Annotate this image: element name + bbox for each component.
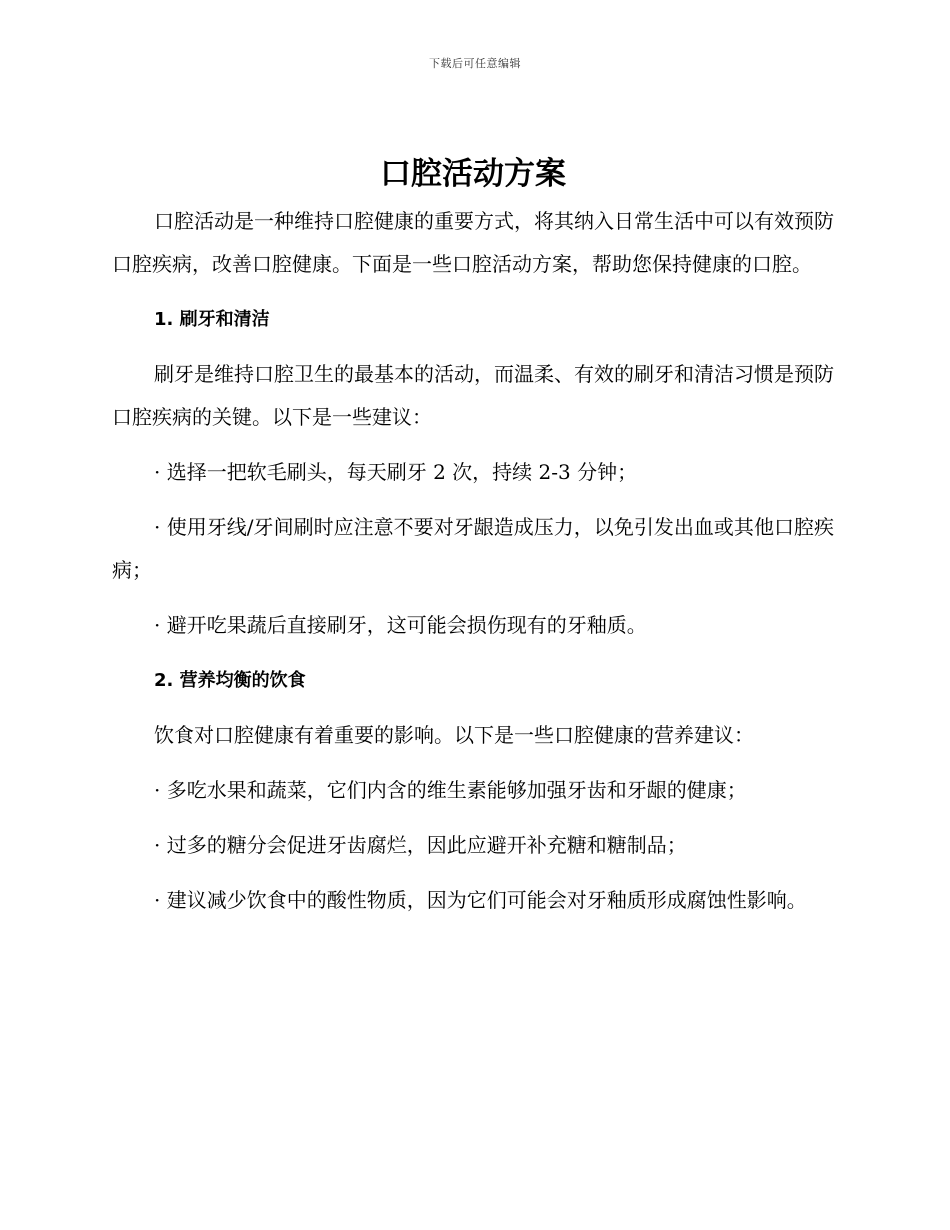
header-note: 下载后可任意编辑 bbox=[429, 57, 521, 70]
document-title: 口腔活动方案 bbox=[380, 156, 566, 192]
section-1-heading: 1. 刷牙和清洁 bbox=[154, 309, 270, 330]
section-2-bullet-2: · 过多的糖分会促进牙齿腐烂，因此应避开补充糖和糖制品； bbox=[154, 833, 687, 857]
document-body bbox=[112, 150, 834, 934]
section-2-paragraph: 饮食对口腔健康有着重要的影响。以下是一些口腔健康的营养建议： bbox=[154, 723, 754, 747]
section-2-bullet-1: · 多吃水果和蔬菜，它们内含的维生素能够加强牙齿和牙龈的健康； bbox=[154, 778, 747, 802]
section-1-bullet-3: · 避开吃果蔬后直接刷牙，这可能会损伤现有的牙釉质。 bbox=[154, 613, 647, 637]
section-2-heading: 2. 营养均衡的饮食 bbox=[154, 670, 306, 691]
section-1-bullet-1: · 选择一把软毛刷头，每天刷牙 2 次，持续 2-3 分钟； bbox=[154, 460, 638, 484]
section-1-paragraph: 刷牙是维持口腔卫生的最基本的活动，而温柔、有效的刷牙和清洁习惯是预防口腔疾病的关键。以下是一些建议： bbox=[112, 362, 834, 429]
section-1-bullet-2: · 使用牙线/牙间刷时应注意不要对牙龈造成压力，以免引发出血或其他口腔疾病； bbox=[112, 515, 834, 582]
intro-paragraph: 口腔活动是一种维持口腔健康的重要方式，将其纳入日常生活中可以有效预防口腔疾病，改善口腔健康。下面是一些口腔活动方案，帮助您保持健康的口腔。 bbox=[112, 209, 834, 276]
section-2-bullet-3: · 建议减少饮食中的酸性物质，因为它们可能会对牙釉质形成腐蚀性影响。 bbox=[154, 888, 807, 912]
